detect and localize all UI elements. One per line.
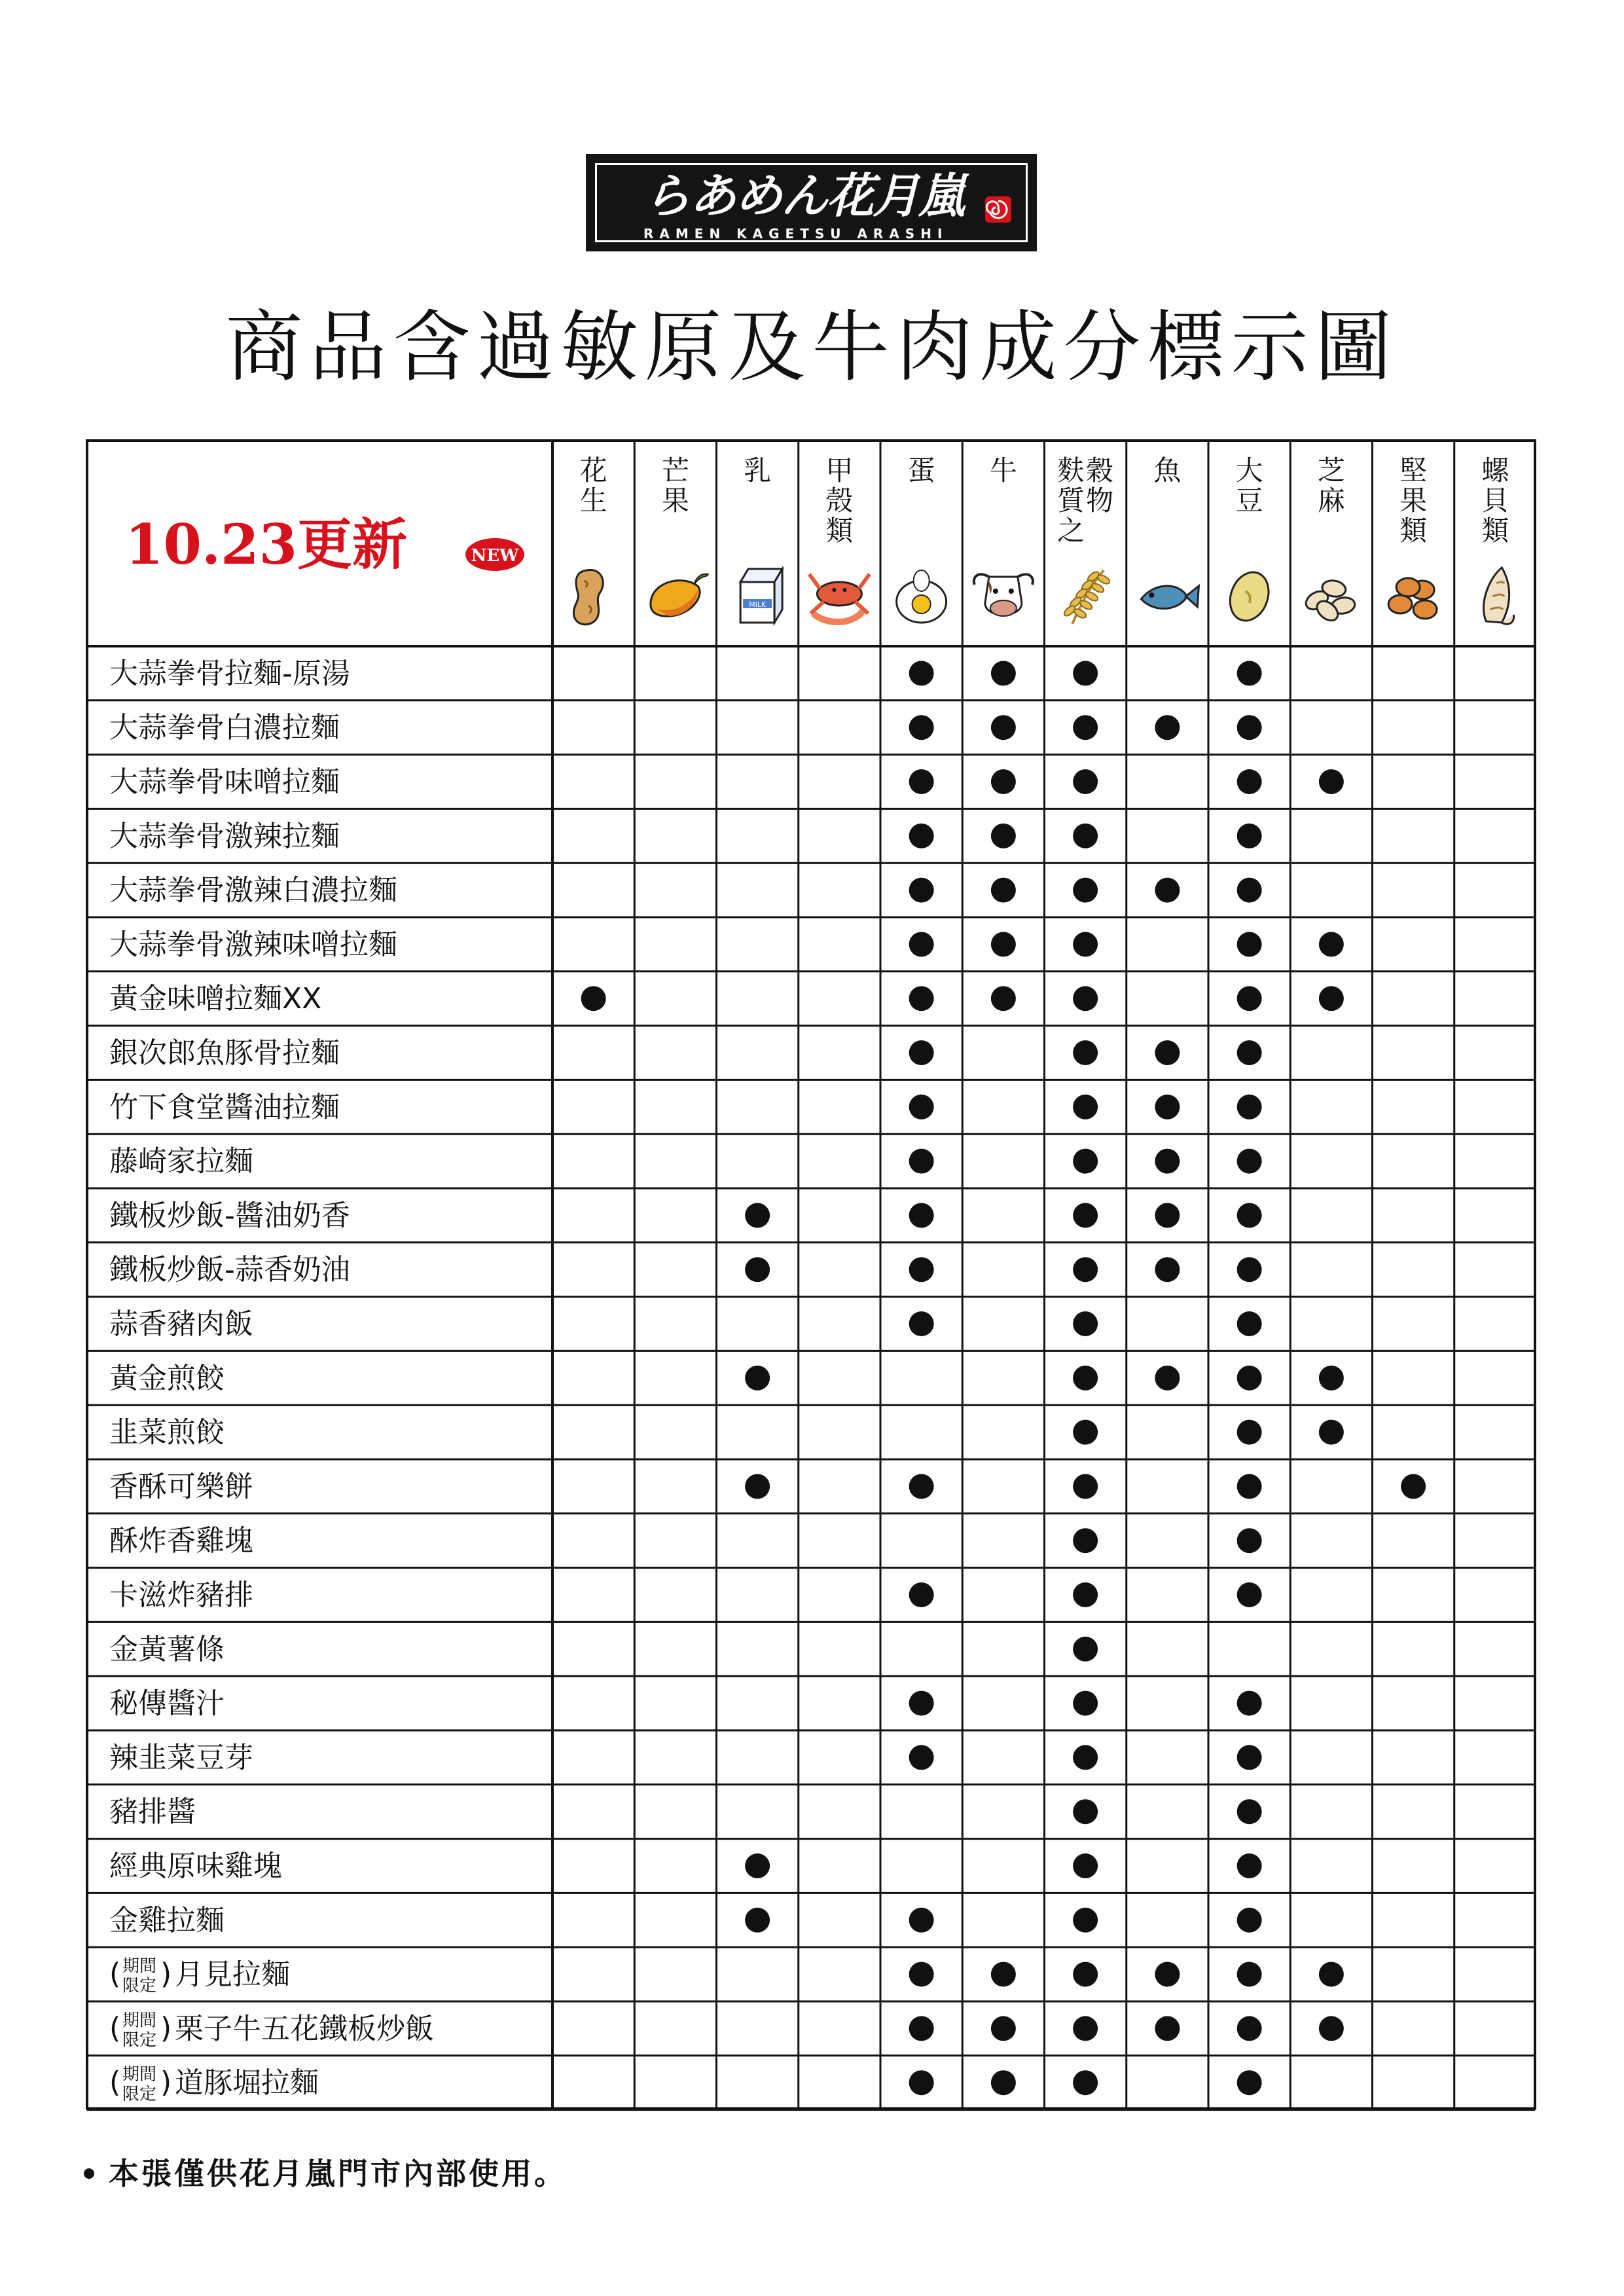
- allergen-dot: [1073, 1637, 1098, 1662]
- allergen-dot: [1237, 1908, 1262, 1933]
- allergen-label-char: 麩: [1057, 454, 1085, 486]
- allergen-dot: [1073, 824, 1098, 848]
- soybean-icon: [1223, 567, 1275, 627]
- allergen-dot: [1319, 1420, 1344, 1445]
- allergen-dot: [1319, 986, 1344, 1011]
- product-row: [109, 1904, 225, 1937]
- product-name: 大蒜拳骨味噌拉麵: [109, 765, 340, 799]
- paren-open: (: [109, 1957, 121, 1991]
- product-row: [109, 928, 397, 961]
- allergen-dot: [991, 1962, 1016, 1987]
- allergen-dot: [1073, 769, 1098, 794]
- allergen-label-char: 牛: [989, 454, 1017, 486]
- allergen-label-char: 類: [825, 515, 854, 547]
- allergen-dot: [745, 1853, 770, 1878]
- allergen-dot: [909, 1257, 934, 1282]
- allergen-label-char: 大: [1235, 454, 1263, 486]
- product-row: [109, 711, 340, 744]
- allergen-label-char: 貝: [1481, 484, 1509, 517]
- product-row: [109, 1362, 225, 1395]
- limited-tag: [109, 2065, 171, 2104]
- product-row: [109, 1850, 282, 1883]
- allergen-dot: [1401, 1474, 1426, 1499]
- footnote: [84, 2150, 567, 2193]
- allergen-dot: [1155, 1203, 1180, 1228]
- allergen-dot: [1073, 878, 1098, 903]
- product-name: 大蒜拳骨激辣味噌拉麵: [109, 928, 397, 962]
- product-name: 道豚堀拉麵: [175, 2066, 319, 2100]
- allergen-dot: [909, 769, 934, 794]
- allergen-dot: [1237, 1582, 1262, 1607]
- allergen-dot: [1073, 932, 1098, 957]
- allergen-dot: [909, 1745, 934, 1770]
- allergen-dot: [1073, 1149, 1098, 1174]
- allergen-dot: [1237, 824, 1262, 848]
- product-name: 經典原味雞塊: [109, 1850, 282, 1883]
- allergen-dot: [909, 2016, 934, 2041]
- product-row: [109, 1199, 350, 1232]
- allergen-dot: [1073, 1799, 1098, 1824]
- allergen-dot: [581, 986, 606, 1011]
- allergen-dot: [909, 1962, 934, 1987]
- allergen-dot: [1073, 1420, 1098, 1445]
- allergen-dot: [1237, 986, 1262, 1011]
- product-name: 大蒜拳骨白濃拉麵: [109, 711, 340, 745]
- allergen-dot: [1237, 932, 1262, 957]
- allergen-dot: [991, 661, 1016, 685]
- allergen-dot: [909, 1203, 934, 1228]
- allergen-label-char: 麻: [1317, 484, 1345, 517]
- allergen-header-9: [1236, 454, 1263, 517]
- allergen-label-char: 甲: [825, 454, 854, 486]
- logo-script-text: らあめん花月嵐: [643, 168, 965, 223]
- allergen-dot: [1237, 1203, 1262, 1228]
- allergen-dot: [1073, 1040, 1098, 1065]
- paren-open: (: [109, 2066, 121, 2100]
- allergen-label-char: 物: [1086, 484, 1114, 517]
- allergen-dot: [1073, 2070, 1098, 2095]
- allergen-dot: [909, 1908, 934, 1933]
- product-row: [109, 874, 397, 907]
- allergen-header-12: [1481, 454, 1509, 547]
- allergen-header-1: [580, 454, 607, 517]
- allergen-dot: [1319, 1366, 1344, 1391]
- allergen-dot: [1237, 715, 1262, 740]
- allergen-dot: [909, 1582, 934, 1607]
- allergen-dot: [991, 769, 1016, 794]
- allergen-dot: [991, 715, 1016, 740]
- product-name: 金黃薯條: [109, 1632, 225, 1666]
- allergen-dot: [909, 661, 934, 685]
- mango-icon: [651, 574, 708, 617]
- product-row: [109, 1633, 225, 1666]
- product-name: 大蒜拳骨激辣拉麵: [109, 819, 340, 853]
- product-row: [109, 1253, 350, 1286]
- product-row: [109, 1307, 253, 1341]
- product-row: [109, 657, 350, 690]
- allergen-header-11: [1399, 454, 1427, 547]
- allergen-header-7: [1057, 454, 1113, 547]
- allergen-dot: [745, 1474, 770, 1499]
- allergen-header-2: [662, 454, 689, 517]
- product-row: [109, 1470, 253, 1503]
- product-row: [109, 1091, 340, 1124]
- page-title: 商品含過敏原及牛肉成分標示圖: [225, 302, 1399, 392]
- allergen-dot: [1073, 1257, 1098, 1282]
- allergen-label-char: 芒: [661, 454, 689, 486]
- product-name: 金雞拉麵: [109, 1903, 225, 1937]
- allergen-dot: [1237, 1149, 1262, 1174]
- product-name: 栗子牛五花鐵板炒飯: [175, 2012, 434, 2046]
- allergen-dot: [1237, 1853, 1262, 1878]
- product-row: [109, 2011, 434, 2050]
- limited-tag-top: 期間: [122, 1956, 157, 1977]
- allergen-dot: [1073, 1908, 1098, 1933]
- egg-icon: [897, 570, 947, 623]
- limited-tag: [109, 1957, 171, 1996]
- paren-close: ): [160, 2011, 172, 2045]
- product-row: [109, 1036, 340, 1070]
- allergen-dot: [1073, 1366, 1098, 1391]
- allergen-dot: [1073, 1474, 1098, 1499]
- allergen-label-char: 類: [1399, 515, 1428, 547]
- footnote-text: 本張僅供花月嵐門市內部使用。: [109, 2156, 567, 2191]
- product-name: 豬排醬: [109, 1795, 196, 1829]
- product-name: 香酥可樂餅: [109, 1470, 253, 1504]
- allergen-dot: [1237, 878, 1262, 903]
- milk-carton-icon: [740, 569, 782, 623]
- limited-tag-bottom: 限定: [122, 2085, 157, 2105]
- allergen-dot: [909, 1691, 934, 1716]
- peanut-icon: [573, 570, 603, 625]
- allergen-dot: [1237, 1257, 1262, 1282]
- update-label: 10.23更新: [125, 512, 408, 577]
- allergen-header-8: [1153, 454, 1182, 486]
- product-name: 藤崎家拉麵: [109, 1144, 253, 1178]
- allergen-dot: [909, 986, 934, 1011]
- allergen-label-char: 芝: [1317, 454, 1345, 486]
- nuts-icon: [1388, 578, 1437, 619]
- limited-tag-bottom: 限定: [122, 2030, 157, 2050]
- product-name: 月見拉麵: [175, 1958, 290, 1992]
- allergen-dot: [991, 878, 1016, 903]
- allergen-dot: [909, 1040, 934, 1065]
- allergen-header-4: [825, 454, 853, 547]
- allergen-dot: [745, 1908, 770, 1933]
- allergen-dot: [1155, 1366, 1180, 1391]
- allergen-dot: [1155, 2016, 1180, 2041]
- allergen-dot: [1073, 1745, 1098, 1770]
- cow-icon: [974, 574, 1033, 616]
- allergen-dot: [1237, 1745, 1262, 1770]
- product-name: 大蒜拳骨激辣白濃拉麵: [109, 873, 397, 907]
- allergen-dot: [1155, 1095, 1180, 1120]
- allergen-dot: [909, 1149, 934, 1174]
- sesame-icon: [1303, 579, 1356, 625]
- allergen-dot: [1155, 1257, 1180, 1282]
- brand-logo: [588, 156, 1035, 249]
- logo-sub-text: RAMEN KAGETSU ARASHI: [643, 226, 948, 242]
- limited-tag-top: 期間: [122, 2011, 157, 2031]
- product-name: 酥炸香雞塊: [109, 1524, 253, 1558]
- allergen-dot: [1237, 1799, 1262, 1824]
- allergen-label-char: 之: [1057, 515, 1085, 547]
- allergen-dot: [1237, 2070, 1262, 2095]
- allergen-dot: [1237, 1474, 1262, 1499]
- product-row: [109, 1741, 253, 1774]
- allergen-header-6: [990, 454, 1017, 486]
- allergen-dot: [1073, 986, 1098, 1011]
- allergen-dot: [1073, 1095, 1098, 1120]
- svg-text:MILK: MILK: [749, 600, 767, 609]
- allergen-dot: [1237, 1366, 1262, 1391]
- allergen-label-char: 堅: [1399, 454, 1428, 486]
- product-name: 竹下食堂醬油拉麵: [109, 1090, 340, 1124]
- allergen-dot: [1073, 1528, 1098, 1553]
- allergen-label-char: 穀: [1086, 454, 1114, 486]
- new-badge-text: NEW: [471, 546, 519, 566]
- allergen-dot: [1073, 715, 1098, 740]
- allergen-dot: [909, 1311, 934, 1336]
- product-name: 鐵板炒飯-醬油奶香: [109, 1199, 350, 1233]
- product-row: [109, 1145, 253, 1178]
- allergen-dot: [1237, 1528, 1262, 1553]
- allergen-label-char: 殼: [825, 484, 854, 517]
- allergen-label-char: 蛋: [907, 454, 935, 486]
- allergen-dot: [1237, 1420, 1262, 1445]
- allergen-label-char: 花: [579, 454, 607, 486]
- allergen-dot: [1073, 1582, 1098, 1607]
- allergen-dot: [991, 824, 1016, 848]
- allergen-grid: [86, 439, 1536, 2111]
- product-row: [109, 820, 340, 853]
- allergen-dot: [1237, 1691, 1262, 1716]
- bullet-icon: [84, 2168, 94, 2179]
- allergen-header-5: [908, 454, 935, 486]
- allergen-dot: [745, 1366, 770, 1391]
- allergen-dot: [991, 2070, 1016, 2095]
- allergen-dot: [1073, 661, 1098, 685]
- allergen-dot: [909, 878, 934, 903]
- allergen-dot: [1319, 769, 1344, 794]
- allergen-dot: [909, 824, 934, 848]
- allergen-label-char: 果: [1399, 484, 1428, 517]
- product-row: [109, 2065, 319, 2104]
- allergen-dot: [1237, 1040, 1262, 1065]
- allergen-header-3: [744, 454, 771, 486]
- product-row: [109, 1687, 225, 1721]
- allergen-dot: [991, 932, 1016, 957]
- product-row: [109, 1957, 290, 1996]
- fish-icon: [1141, 586, 1199, 609]
- product-name: 大蒜拳骨拉麵-原湯: [109, 657, 350, 691]
- allergen-dot: [1073, 1691, 1098, 1716]
- allergen-label-char: 魚: [1153, 454, 1182, 486]
- product-name: 黃金味噌拉麵XX: [109, 982, 322, 1016]
- allergen-header-10: [1318, 454, 1345, 517]
- paren-close: ): [160, 1957, 172, 1991]
- allergen-dot: [1237, 769, 1262, 794]
- allergen-dot: [1319, 2016, 1344, 2041]
- allergen-dot: [1073, 1962, 1098, 1987]
- allergen-dot: [1319, 1962, 1344, 1987]
- product-name: 黃金煎餃: [109, 1361, 225, 1395]
- product-row: [109, 1795, 196, 1829]
- new-badge: [465, 538, 524, 571]
- allergen-dot: [991, 986, 1016, 1011]
- allergen-dot: [1073, 1203, 1098, 1228]
- product-name: 蒜香豬肉飯: [109, 1307, 253, 1341]
- allergen-dot: [909, 1095, 934, 1120]
- product-name: 銀次郎魚豚骨拉麵: [109, 1036, 340, 1070]
- product-name: 卡滋炸豬排: [109, 1578, 253, 1612]
- product-name: 秘傳醬汁: [109, 1686, 225, 1721]
- allergen-table: [86, 439, 1536, 2111]
- product-row: [109, 1524, 253, 1558]
- allergen-dot: [1155, 1962, 1180, 1987]
- allergen-dot: [909, 1474, 934, 1499]
- allergen-label-char: 豆: [1235, 484, 1263, 517]
- product-row: [109, 1416, 225, 1449]
- product-row: [109, 1578, 253, 1612]
- product-name: 辣韭菜豆芽: [109, 1741, 253, 1775]
- allergen-dot: [1155, 1040, 1180, 1065]
- allergen-dot: [745, 1203, 770, 1228]
- allergen-dot: [1073, 1853, 1098, 1878]
- allergen-dot: [745, 1257, 770, 1282]
- allergen-dot: [1319, 932, 1344, 957]
- allergen-label-char: 質: [1057, 484, 1085, 517]
- allergen-dot: [1237, 2016, 1262, 2041]
- allergen-dot: [1237, 1095, 1262, 1120]
- allergen-label-char: 螺: [1481, 454, 1509, 486]
- shrimp-crab-icon: [809, 574, 869, 622]
- allergen-dot: [1237, 661, 1262, 685]
- product-name: 鐵板炒飯-蒜香奶油: [109, 1253, 350, 1287]
- limited-tag: [109, 2011, 171, 2050]
- paren-open: (: [109, 2011, 121, 2045]
- allergen-dot: [909, 932, 934, 957]
- allergen-label-char: 乳: [744, 454, 772, 486]
- allergen-dot: [1237, 1962, 1262, 1987]
- wheat-icon: [1062, 570, 1111, 624]
- allergen-dot: [991, 2016, 1016, 2041]
- allergen-dot: [1155, 878, 1180, 903]
- allergen-dot: [1155, 715, 1180, 740]
- limited-tag-top: 期間: [122, 2065, 157, 2085]
- allergen-dot: [1155, 1149, 1180, 1174]
- allergen-dot: [909, 715, 934, 740]
- logo-swirl-icon: [984, 196, 1012, 223]
- paren-close: ): [160, 2066, 172, 2100]
- allergen-dot: [1073, 2016, 1098, 2041]
- product-row: [109, 982, 321, 1015]
- allergen-dot: [909, 2070, 934, 2095]
- product-row: [109, 765, 340, 799]
- allergen-dot: [1237, 1311, 1262, 1336]
- allergen-label-char: 類: [1481, 515, 1509, 547]
- allergen-label-char: 生: [579, 484, 607, 517]
- allergen-dot: [1073, 1311, 1098, 1336]
- product-name: 韭菜煎餃: [109, 1415, 225, 1449]
- limited-tag-bottom: 限定: [122, 1976, 157, 1996]
- shell-icon: [1483, 568, 1513, 624]
- allergen-label-char: 果: [661, 484, 689, 517]
